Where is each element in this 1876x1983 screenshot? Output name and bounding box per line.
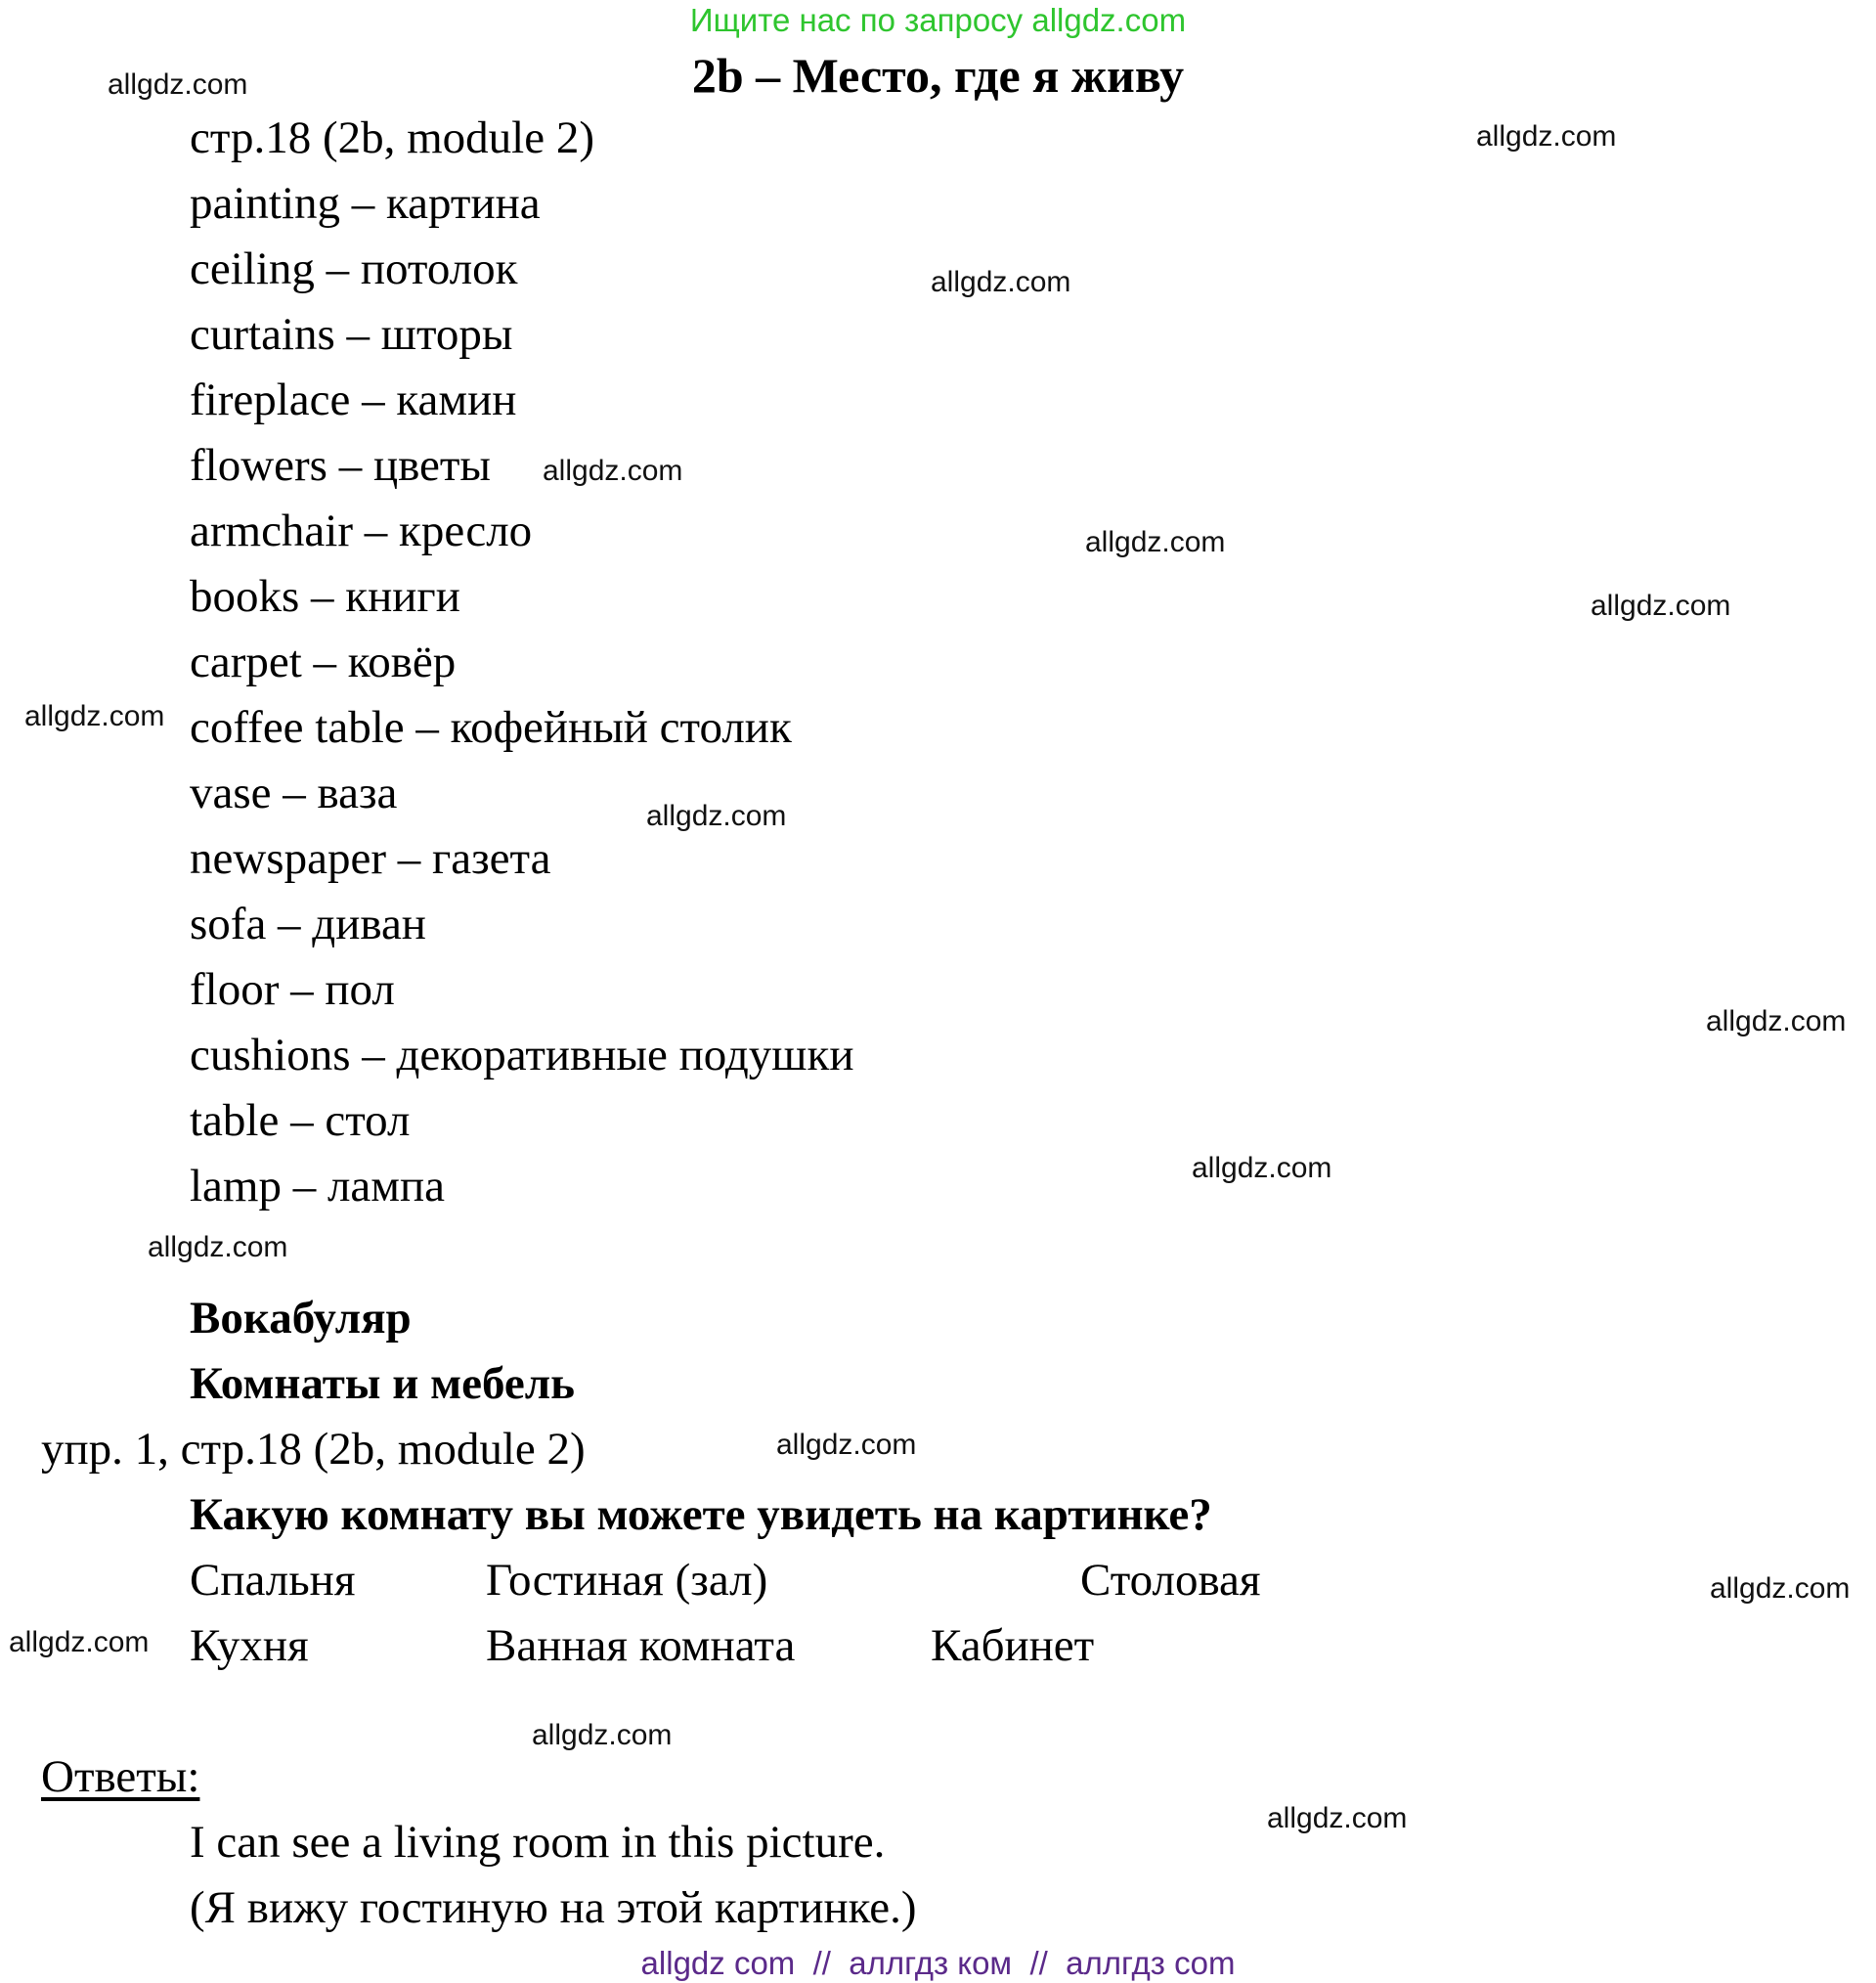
watermark: allgdz.com [1267,1802,1408,1834]
watermark: allgdz.com [776,1429,917,1461]
vocab-item: coffee table – кофейный столик [190,702,792,753]
vocab-item: lamp – лампа [190,1161,446,1212]
vocab-item: fireplace – камин [190,375,517,425]
watermark: allgdz.com [108,68,248,101]
room-option: Ванная комната [486,1620,796,1671]
watermark: allgdz.com [24,700,165,732]
watermark: allgdz.com [1085,526,1226,558]
exercise-question: Какую комнату вы можете увидеть на картинке? [190,1489,1212,1540]
watermark: allgdz.com [1706,1005,1847,1037]
room-option: Кабинет [931,1620,1095,1671]
watermark: allgdz.com [1591,590,1731,622]
top-banner: Ищите нас по запросу allgdz.com [689,2,1187,38]
vocab-item: newspaper – газета [190,833,551,884]
vocab-item: vase – ваза [190,768,398,818]
watermark: allgdz.com [148,1231,288,1263]
vocab-item: carpet – ковёр [190,637,457,687]
section-heading-vocabulary: Вокабуляр [190,1293,412,1344]
answer-english: I can see a living room in this picture. [190,1817,886,1868]
vocab-item: cushions – декоративные подушки [190,1030,854,1080]
vocab-item: flowers – цветы [190,440,492,491]
page-title: 2b – Место, где я живу [691,48,1185,103]
section-heading-rooms: Комнаты и мебель [190,1358,575,1409]
vocab-item: table – стол [190,1095,411,1146]
vocab-item: painting – картина [190,178,541,229]
vocab-item: curtains – шторы [190,309,513,360]
watermark: allgdz.com [9,1626,150,1658]
room-option: Гостиная (зал) [486,1555,768,1606]
exercise-reference: упр. 1, стр.18 (2b, module 2) [41,1424,586,1475]
room-option: Спальня [190,1555,356,1606]
vocab-item: floor – пол [190,964,395,1015]
watermark: allgdz.com [1710,1572,1851,1605]
watermark: allgdz.com [543,455,683,487]
vocab-item: armchair – кресло [190,506,533,556]
room-option: Кухня [190,1620,309,1671]
answers-label: Ответы: [41,1751,200,1802]
watermark: allgdz.com [1192,1152,1332,1184]
answer-russian: (Я вижу гостиную на этой картинке.) [190,1882,917,1933]
vocab-item: ceiling – потолок [190,243,518,294]
room-option: Столовая [1080,1555,1261,1606]
watermark: allgdz.com [646,800,787,832]
watermark: allgdz.com [532,1719,673,1751]
footer-watermark: allgdz com // аллгдз ком // аллгдз com [640,1945,1236,1981]
watermark: allgdz.com [1476,120,1617,153]
watermark: allgdz.com [931,266,1071,298]
vocab-item: books – книги [190,571,460,622]
page-reference: стр.18 (2b, module 2) [190,112,595,163]
vocab-item: sofa – диван [190,899,426,949]
